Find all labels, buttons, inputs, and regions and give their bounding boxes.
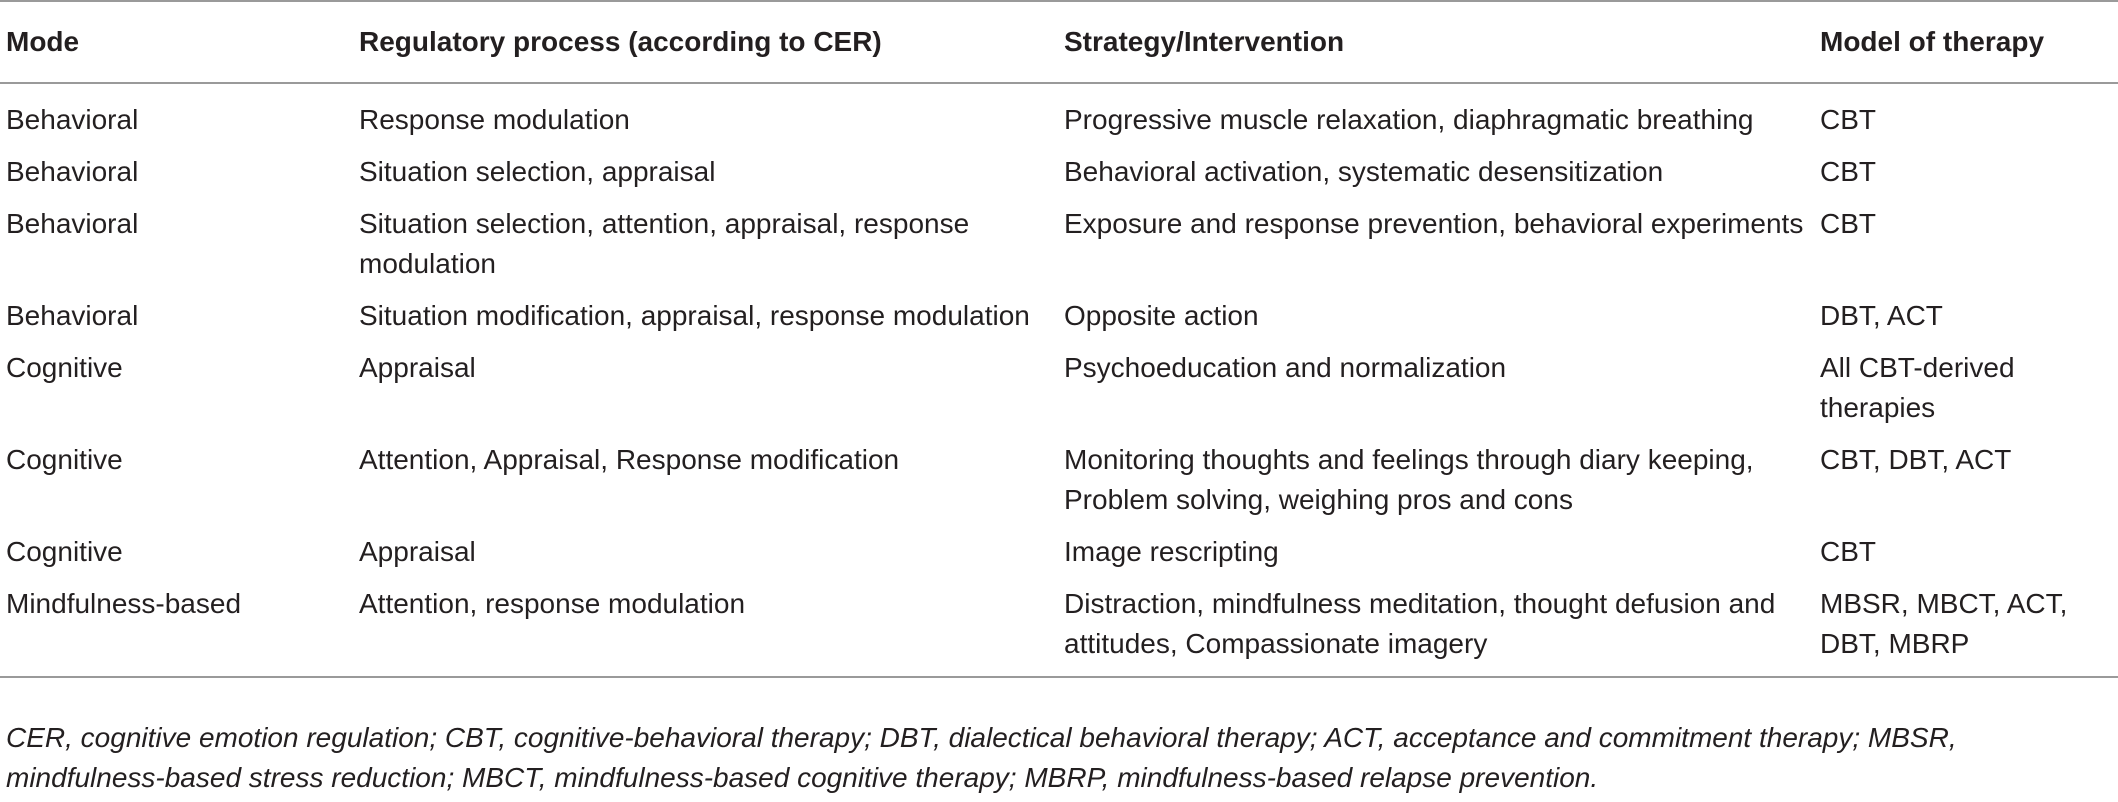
cell-model: CBT (1820, 208, 1876, 239)
cell-regulatory-process: Attention, Appraisal, Response modification (359, 444, 900, 475)
cell-regulatory-process: Situation selection, attention, appraisal, response modulation (359, 208, 970, 279)
cell-regulatory-process: Response modulation (359, 104, 630, 135)
cell-strategy: Behavioral activation, systematic desensitization (1064, 156, 1664, 187)
table-row (0, 342, 2118, 434)
table-row (0, 526, 2118, 578)
header-model-of-therapy: Model of therapy (1820, 26, 2045, 57)
cell-regulatory-process: Situation selection, appraisal (359, 156, 716, 187)
table-footnote: CER, cognitive emotion regulation; CBT, cognitive-behavioral therapy; DBT, dialectical behavioral therapy; ACT, acceptance and commitment therapy; MBSR, mindfulness-based stress reduction; MBCT, mindfulness-based cognitive therapy; MBRP, mindfulness-based relapse prevention. (6, 722, 1957, 793)
table-body (0, 83, 2118, 677)
table-header (0, 1, 2118, 83)
cell-strategy: Exposure and response prevention, behavioral experiments (1064, 208, 1804, 239)
cell-strategy: Monitoring thoughts and feelings through diary keeping, Problem solving, weighing pros and cons (1064, 444, 1754, 515)
cell-strategy: Image rescripting (1064, 536, 1279, 567)
cell-regulatory-process: Attention, response modulation (359, 588, 746, 619)
cell-mode: Behavioral (6, 104, 139, 135)
table-row (0, 146, 2118, 198)
cell-mode: Behavioral (6, 208, 139, 239)
cell-model: CBT (1820, 156, 1876, 187)
cell-mode: Behavioral (6, 156, 139, 187)
table-row (0, 290, 2118, 342)
header-row (0, 1, 2118, 83)
header-mode: Mode (6, 26, 80, 57)
table-row (0, 578, 2118, 677)
table-row (0, 198, 2118, 290)
cell-mode: Cognitive (6, 352, 123, 383)
cell-regulatory-process: Appraisal (359, 352, 476, 383)
table-row (0, 83, 2118, 146)
cell-mode: Mindfulness-based (6, 588, 242, 619)
header-regulatory-process: Regulatory process (according to CER) (359, 26, 882, 57)
cell-strategy: Progressive muscle relaxation, diaphragmatic breathing (1064, 104, 1754, 135)
cell-mode: Cognitive (6, 536, 123, 567)
header-strategy-intervention: Strategy/Intervention (1064, 26, 1345, 57)
cell-model: MBSR, MBCT, ACT, DBT, MBRP (1820, 588, 2068, 659)
cell-model: All CBT-derived therapies (1820, 352, 2015, 423)
cell-regulatory-process: Situation modification, appraisal, response modulation (359, 300, 1030, 331)
cell-model: CBT (1820, 536, 1876, 567)
cell-strategy: Psychoeducation and normalization (1064, 352, 1507, 383)
cell-model: DBT, ACT (1820, 300, 1943, 331)
cell-mode: Cognitive (6, 444, 123, 475)
cell-regulatory-process: Appraisal (359, 536, 476, 567)
cell-strategy: Opposite action (1064, 300, 1259, 331)
cell-strategy: Distraction, mindfulness meditation, thought defusion and attitudes, Compassionate imagery (1064, 588, 1776, 659)
cell-model: CBT, DBT, ACT (1820, 444, 2012, 475)
cell-model: CBT (1820, 104, 1876, 135)
cell-mode: Behavioral (6, 300, 139, 331)
table-row (0, 434, 2118, 526)
